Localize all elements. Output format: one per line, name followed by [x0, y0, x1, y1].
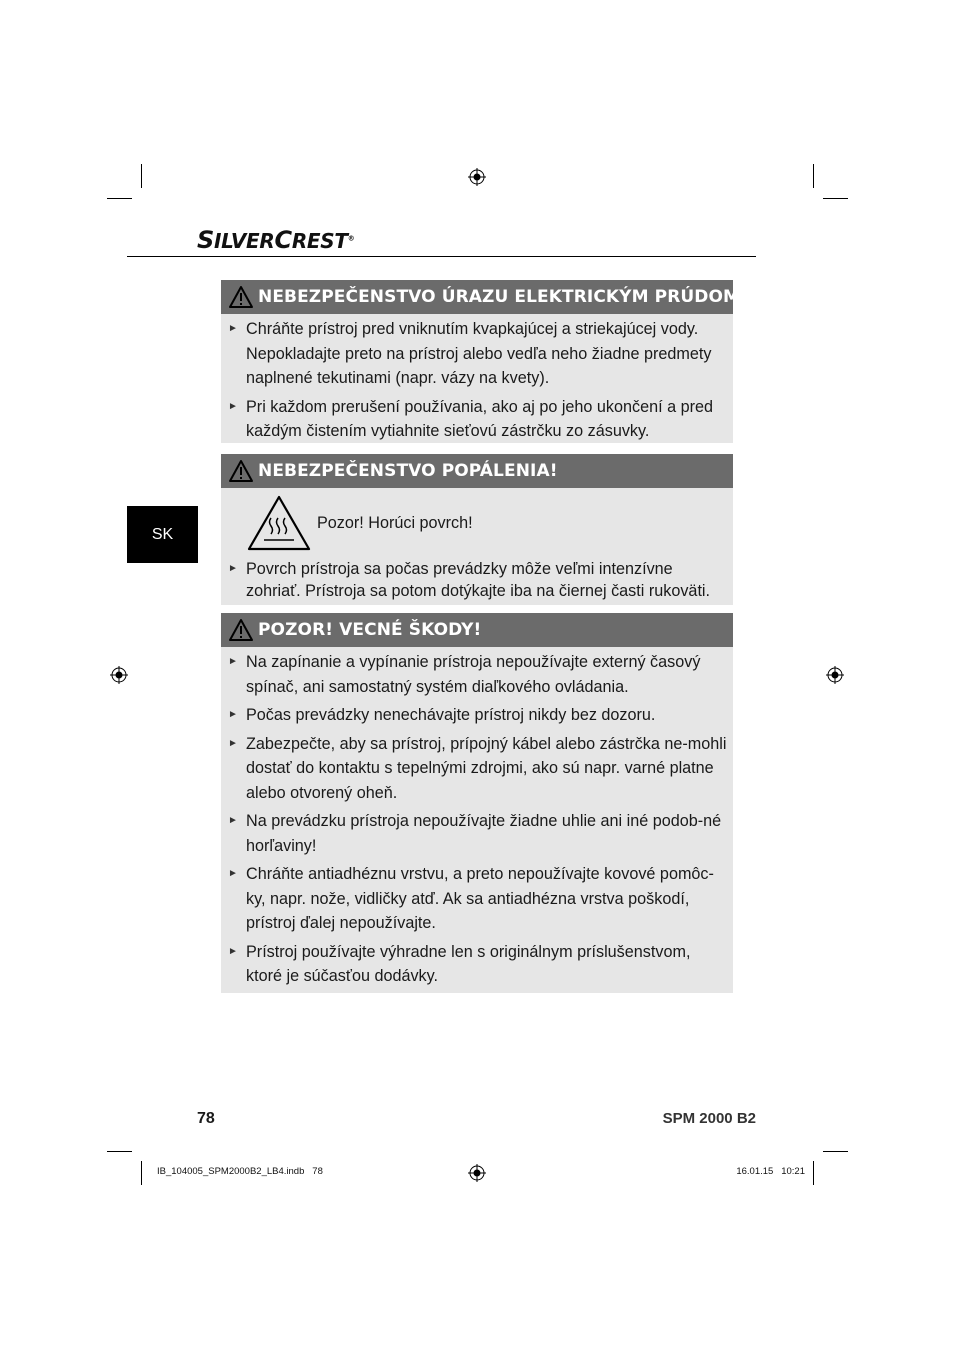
bullet-arrow-icon: ►	[228, 323, 238, 334]
bullet-arrow-icon: ►	[228, 868, 238, 879]
list-item: ► Chráňte antiadhéznu vrstvu, a preto nepoužívajte kovové pomôc-ky, napr. nože, vidličky atď. Ak sa antiadhézna vrstva poškodí, prístroj ďalej nepoužívajte.	[221, 862, 733, 936]
brand-logo: SILVERCREST®	[197, 226, 355, 254]
crop-mark	[107, 198, 132, 199]
bullet-arrow-icon: ►	[228, 563, 238, 574]
list-item: ► Prístroj používajte výhradne len s originálnym príslušenstvom, ktoré je súčasťou dodávky.	[221, 940, 733, 989]
warning-box-damage	[221, 613, 733, 993]
bullet-arrow-icon: ►	[228, 709, 238, 720]
warning-header	[221, 280, 748, 314]
warning-list	[221, 317, 733, 444]
crop-mark	[141, 164, 142, 188]
bullet-arrow-icon: ►	[228, 737, 238, 749]
list-item: ► Chráňte prístroj pred vniknutím kvapkajúcej a striekajúcej vody. Nepokladajte preto na prístroj alebo vedľa neho žiadne predmety naplnené tekutinami (napr. vázy na kvety).	[221, 317, 733, 391]
list-item: ► Na zapínanie a vypínanie prístroja nepoužívajte externý časový spínač, ani samostatný systém diaľkového ovládania.	[221, 650, 733, 699]
warning-list	[221, 650, 733, 989]
list-item: ► Počas prevádzky nenechávajte prístroj nikdy bez dozoru.	[221, 703, 733, 728]
header-rule	[127, 256, 756, 257]
warning-title: POZOR! VECNÉ ŠKODY!	[258, 620, 482, 640]
print-file-info: IB_104005_SPM2000B2_LB4.indb 78	[157, 1166, 323, 1177]
list-item: ► Zabezpečte, aby sa prístroj, prípojný kábel alebo zástrčka ne-mohli dostať do kontaktu s tepelnými zdrojmi, ako sú napr. varné platne alebo otvorený oheň.	[221, 732, 733, 806]
list-item: ► Povrch prístroja sa počas prevádzky môže veľmi intenzívne zohriať. Prístroja sa potom dotýkajte iba na čiernej časti rukoväti.	[228, 560, 711, 600]
hot-surface-row	[221, 488, 733, 558]
bullet-arrow-icon: ►	[228, 945, 238, 957]
warning-title: NEBEZPEČENSTVO ÚRAZU ELEKTRICKÝM PRÚDOM!	[258, 287, 748, 307]
registration-mark-icon	[468, 168, 486, 186]
warning-box-burn	[221, 454, 733, 605]
hot-surface-label: Pozor! Horúci povrch!	[317, 513, 473, 532]
warning-header	[221, 454, 733, 488]
bullet-arrow-icon: ►	[228, 656, 238, 667]
warning-box-electric	[221, 280, 748, 443]
warning-title: NEBEZPEČENSTVO POPÁLENIA!	[258, 461, 558, 481]
crop-mark	[823, 1151, 848, 1152]
list-item: ► Pri každom prerušení používania, ako aj po jeho ukončení a pred každým čistením vytiahnite sieťovú zástrčku zo zásuvky.	[221, 395, 733, 444]
warning-triangle-icon	[228, 618, 254, 642]
crop-mark	[141, 1161, 142, 1185]
hot-surface-icon	[246, 494, 312, 552]
registration-mark-icon	[110, 666, 128, 684]
list-item: ► Na prevádzku prístroja nepoužívajte žiadne uhlie ani iné podob-né horľaviny!	[221, 809, 733, 858]
warning-triangle-icon	[228, 285, 254, 309]
crop-mark	[823, 198, 848, 199]
crop-mark	[107, 1151, 132, 1152]
registration-mark-icon	[826, 666, 844, 684]
crop-mark	[813, 164, 814, 188]
crop-mark	[813, 1161, 814, 1185]
registration-mark-icon	[468, 1164, 486, 1182]
bullet-arrow-icon: ►	[228, 815, 238, 826]
bullet-arrow-icon: ►	[228, 400, 238, 412]
warning-list	[221, 558, 733, 602]
warning-header	[221, 613, 733, 647]
warning-triangle-icon	[228, 459, 254, 483]
model-name: SPM 2000 B2	[662, 1110, 756, 1127]
language-tab: SK	[127, 506, 198, 563]
print-datetime: 16.01.15 10:21	[736, 1166, 805, 1177]
page-number: 78	[197, 1110, 215, 1127]
